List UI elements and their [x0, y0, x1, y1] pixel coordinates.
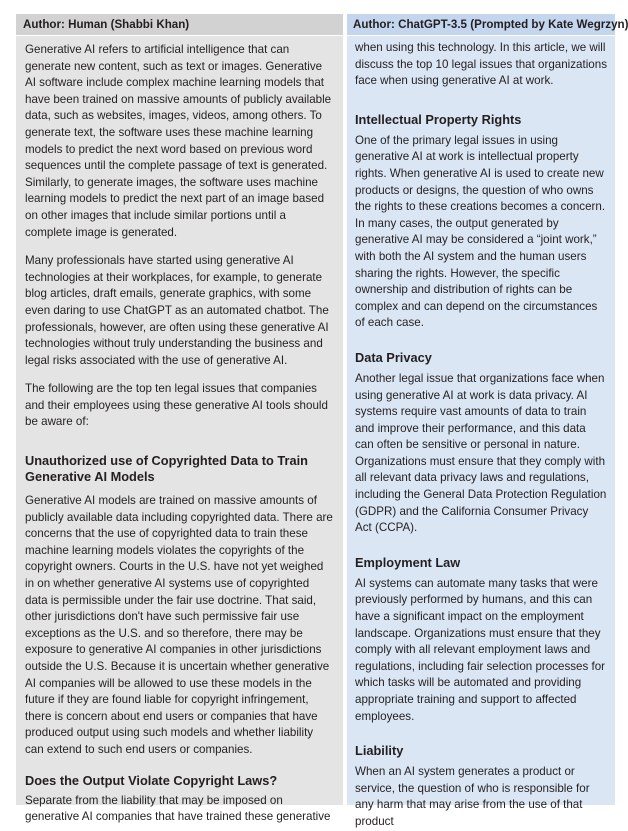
paragraph: When an AI system generates a product or service, the question of who is responsible for any harm that may arise from the use of that product: [355, 765, 590, 828]
section-heading: Intellectual Property Rights: [355, 111, 522, 127]
paragraph: Another legal issue that organizations face when using generative AI at work is data privacy. AI systems require vast amounts of data to train and improve their performance, and this data can often be sensitive or personal in nature. Organizations must ensure that they comply with all relevant data privacy laws and regulations, including the General Data Protection Regulation (GDPR) and the California Consumer Privacy Act (CCPA).: [355, 371, 607, 535]
paragraph: Separate from the liability that may be imposed on generative AI companies that have trained these generative: [25, 793, 331, 824]
section-heading: Data Privacy: [355, 349, 432, 365]
paragraph: Generative AI models are trained on massive amounts of publicly available data including copyrighted data. There are concerns that the use of copyrighted data to train these machine learning models violates the copyrights of the copyright owners. Courts in the U.S. have not yet weighed in on whether generative AI systems use of copyrighted data is permissible under the fair use doctrine. That said, other jurisdictions don't have such permissive fair use exceptions as the U.S. and so therefore, there may be exposure to generative AI companies in other jurisdictions outside the U.S. Because it is uncertain whether generative AI companies will be allowed to use these models in the future if they are found liable for copyright infringement, there is concern about end users or companies that have produced output using such models and whether liability can extend to such end users or companies.: [25, 494, 333, 756]
section-heading: Unauthorized use of Copyrighted Data to Train Generative AI Models: [25, 453, 308, 485]
paragraph: AI systems can automate many tasks that were previously performed by humans, and this can have a significant impact on the employment landscape. Organizations must ensure that they comply with all relevant employment laws and regulations, including fair selection processes for which tasks will be automated and providing appropriate training and support to affected employees.: [355, 576, 606, 723]
paragraph: when using this technology. In this article, we will discuss the top 10 legal issues that organizations face when using generative AI at work.: [355, 41, 607, 88]
chatgpt-author-column: [347, 14, 628, 828]
paragraph: The following are the top ten legal issues that companies and their employees using these generative AI tools should be aware of:: [25, 382, 328, 429]
section-heading: Employment Law: [355, 554, 461, 570]
document-page: [16, 14, 628, 828]
paragraph: Many professionals have started using generative AI technologies at their workplaces, for example, to generate blog articles, draft emails, generate graphics, with some even daring to use ChatGPT as an automated chatbot. The professionals, however, are often using these generative AI technologies without truly understanding the business and legal risks associated with the use of generative AI.: [25, 254, 329, 367]
human-column-body: [16, 36, 343, 826]
column-header-chatgpt: Author: ChatGPT-3.5 (Prompted by Kate Wegrzyn): [347, 14, 615, 36]
paragraph: Generative AI refers to artificial intelligence that can generate new content, such as text or images. Generative AI software include complex machine learning models that have been trained on massive amounts of publicly available data, such as websites, images, videos, among others. To generate text, the software uses these machine learning models to predict the next word based on previous word sequences until the complete passage of text is generated. Similarly, to generate images, the software uses machine learning models to predict the next part of an image based on other images that include similar portions until a complete image is generated.: [25, 43, 332, 239]
chatgpt-column-body: [347, 36, 615, 831]
column-header-human: Author: Human (Shabbi Khan): [16, 14, 343, 36]
section-heading: Does the Output Violate Copyright Laws?: [25, 772, 278, 788]
human-author-column: [16, 14, 343, 824]
section-heading: Liability: [355, 743, 404, 759]
paragraph: One of the primary legal issues in using generative AI at work is intellectual property rights. When generative AI is used to create new products or designs, the question of who owns the rights to these creations becomes a concern. In many cases, the output generated by generative AI may be considered a “joint work,” with both the AI system and the human users sharing the rights. However, the specific ownership and distribution of rights can be complex and can depend on the circumstances of each case.: [355, 133, 606, 330]
